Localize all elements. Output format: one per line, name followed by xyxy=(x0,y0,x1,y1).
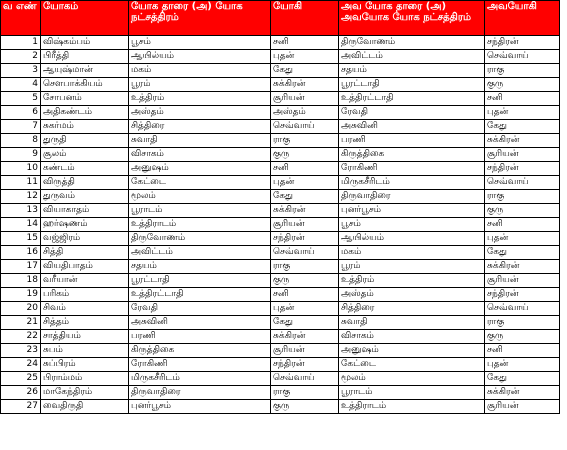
cell-serial-number[interactable]: 9 xyxy=(1,148,41,162)
cell-yoga-natchathiram[interactable]: மகம் xyxy=(129,64,271,78)
cell-serial-number[interactable]: 23 xyxy=(1,344,41,358)
cell-yogi[interactable]: ராகு xyxy=(271,134,339,148)
cell-yoga-natchathiram[interactable]: கிருத்திகை xyxy=(129,344,271,358)
cell-serial-number[interactable]: 22 xyxy=(1,330,41,344)
cell-yogi[interactable]: குரு xyxy=(271,274,339,288)
cell-yogam[interactable]: பரிகம் xyxy=(41,288,129,302)
cell-serial-number[interactable]: 14 xyxy=(1,218,41,232)
cell-yoga-natchathiram[interactable]: அவிட்டம் xyxy=(129,246,271,260)
table-row xyxy=(1,232,560,246)
cell-avayoga-natchathiram[interactable]: உத்திராடம் xyxy=(339,400,485,414)
cell-yoga-natchathiram[interactable]: சதயம் xyxy=(129,260,271,274)
cell-yoga-natchathiram[interactable]: பூரட்டாதி xyxy=(129,274,271,288)
table-row xyxy=(1,218,560,232)
cell-yoga-natchathiram[interactable]: உத்திராடம் xyxy=(129,218,271,232)
cell-avayogi[interactable]: சனி xyxy=(485,344,560,358)
header-yoga-natchathiram: யோக தாரை (அ) யோக நட்சத்திரம் xyxy=(129,1,271,36)
header-avayogi: அவயோகி xyxy=(485,1,560,36)
table-row xyxy=(1,400,560,414)
cell-serial-number[interactable]: 21 xyxy=(1,316,41,330)
cell-yoga-natchathiram[interactable]: ரோகிணி xyxy=(129,358,271,372)
table-row xyxy=(1,372,560,386)
cell-avayoga-natchathiram[interactable]: பூரட்டாதி xyxy=(339,78,485,92)
cell-yogam[interactable]: விருத்தி xyxy=(41,176,129,190)
cell-serial-number[interactable]: 26 xyxy=(1,386,41,400)
cell-avayoga-natchathiram[interactable]: கிருத்திகை xyxy=(339,148,485,162)
cell-avayoga-natchathiram[interactable]: சித்திரை xyxy=(339,302,485,316)
cell-avayogi[interactable]: சுக்கிரன் xyxy=(485,134,560,148)
cell-serial-number[interactable]: 16 xyxy=(1,246,41,260)
cell-avayoga-natchathiram[interactable]: திருவாதிரை xyxy=(339,190,485,204)
table-row xyxy=(1,260,560,274)
cell-yogi[interactable]: குரு xyxy=(271,148,339,162)
cell-avayogi[interactable]: சுக்கிரன் xyxy=(485,260,560,274)
cell-yogam[interactable]: மாகேந்திரம் xyxy=(41,386,129,400)
cell-serial-number[interactable]: 17 xyxy=(1,260,41,274)
cell-yoga-natchathiram[interactable]: மிருகசீரிடம் xyxy=(129,372,271,386)
cell-avayogi[interactable]: சனி xyxy=(485,92,560,106)
header-avayoga-natchathiram: அவ யோக தாரை (அ) அவயோக யோக நட்சத்திரம் xyxy=(339,1,485,36)
table-header-row xyxy=(1,1,560,36)
cell-yogi[interactable]: சூரியன் xyxy=(271,218,339,232)
cell-serial-number[interactable]: 4 xyxy=(1,78,41,92)
cell-serial-number[interactable]: 10 xyxy=(1,162,41,176)
cell-yogi[interactable]: சுக்கிரன் xyxy=(271,330,339,344)
cell-yogam[interactable]: சுகர்மம் xyxy=(41,120,129,134)
cell-yogam[interactable]: விஷ்கம்பம் xyxy=(41,36,129,50)
cell-yogam[interactable]: கண்டம் xyxy=(41,162,129,176)
cell-serial-number[interactable]: 25 xyxy=(1,372,41,386)
cell-yogi[interactable]: ராகு xyxy=(271,260,339,274)
cell-avayogi[interactable]: செவ்வாய் xyxy=(485,176,560,190)
cell-yoga-natchathiram[interactable]: பூரம் xyxy=(129,78,271,92)
table-row xyxy=(1,358,560,372)
cell-avayoga-natchathiram[interactable]: சுவாதி xyxy=(339,316,485,330)
cell-serial-number[interactable]: 27 xyxy=(1,400,41,414)
cell-serial-number[interactable]: 8 xyxy=(1,134,41,148)
cell-yogam[interactable]: ஹர்ஷணம் xyxy=(41,218,129,232)
cell-yogi[interactable]: செவ்வாய் xyxy=(271,372,339,386)
cell-avayoga-natchathiram[interactable]: பரணி xyxy=(339,134,485,148)
cell-avayogi[interactable]: புதன் xyxy=(485,106,560,120)
cell-yogam[interactable]: துருவம் xyxy=(41,190,129,204)
cell-yogam[interactable]: பிராம்மம் xyxy=(41,372,129,386)
cell-serial-number[interactable]: 20 xyxy=(1,302,41,316)
cell-serial-number[interactable]: 18 xyxy=(1,274,41,288)
cell-yogam[interactable]: வியாகாதம் xyxy=(41,204,129,218)
cell-avayoga-natchathiram[interactable]: மூலம் xyxy=(339,372,485,386)
cell-yogi[interactable]: அஸ்தம் xyxy=(271,106,339,120)
cell-yoga-natchathiram[interactable]: உத்திரட்டாதி xyxy=(129,288,271,302)
cell-avayogi[interactable]: கேது xyxy=(485,120,560,134)
cell-yogi[interactable]: சனி xyxy=(271,36,339,50)
cell-avayoga-natchathiram[interactable]: அசுவினி xyxy=(339,120,485,134)
cell-yogam[interactable]: ஆயுஷ்மான் xyxy=(41,64,129,78)
table-row xyxy=(1,302,560,316)
cell-avayogi[interactable]: ராகு xyxy=(485,316,560,330)
cell-avayoga-natchathiram[interactable]: மிருகசீரிடம் xyxy=(339,176,485,190)
cell-avayogi[interactable]: சனி xyxy=(485,218,560,232)
cell-avayoga-natchathiram[interactable]: பூசம் xyxy=(339,218,485,232)
table-row xyxy=(1,330,560,344)
table-row xyxy=(1,134,560,148)
cell-yoga-natchathiram[interactable]: புனர்பூசம் xyxy=(129,400,271,414)
table-row xyxy=(1,274,560,288)
cell-avayoga-natchathiram[interactable]: அனுஷம் xyxy=(339,344,485,358)
cell-yoga-natchathiram[interactable]: திருவோணம் xyxy=(129,232,271,246)
cell-serial-number[interactable]: 19 xyxy=(1,288,41,302)
cell-yogi[interactable]: சூரியன் xyxy=(271,344,339,358)
cell-yoga-natchathiram[interactable]: சுவாதி xyxy=(129,134,271,148)
cell-avayogi[interactable]: சூரியன் xyxy=(485,400,560,414)
cell-yogam[interactable]: சுப்பிரம் xyxy=(41,358,129,372)
cell-yoga-natchathiram[interactable]: பூசம் xyxy=(129,36,271,50)
cell-avayoga-natchathiram[interactable]: ஆயில்யம் xyxy=(339,232,485,246)
cell-yogam[interactable]: வியதிபாதம் xyxy=(41,260,129,274)
cell-avayoga-natchathiram[interactable]: பூரம் xyxy=(339,260,485,274)
cell-yogi[interactable]: கேது xyxy=(271,64,339,78)
table-row xyxy=(1,64,560,78)
table-row xyxy=(1,36,560,50)
cell-avayogi[interactable]: சந்திரன் xyxy=(485,36,560,50)
cell-yogam[interactable]: பிரீத்தி xyxy=(41,50,129,64)
cell-yogi[interactable]: செவ்வாய் xyxy=(271,120,339,134)
cell-yoga-natchathiram[interactable]: கேட்டை xyxy=(129,176,271,190)
cell-avayoga-natchathiram[interactable]: திருவோணம் xyxy=(339,36,485,50)
cell-yoga-natchathiram[interactable]: மூலம் xyxy=(129,190,271,204)
table-row xyxy=(1,50,560,64)
cell-yoga-natchathiram[interactable]: பூராடம் xyxy=(129,204,271,218)
cell-yogam[interactable]: வைதிருதி xyxy=(41,400,129,414)
cell-yoga-natchathiram[interactable]: அனுஷம் xyxy=(129,162,271,176)
cell-yoga-natchathiram[interactable]: விசாகம் xyxy=(129,148,271,162)
cell-yogi[interactable]: புதன் xyxy=(271,176,339,190)
cell-yogi[interactable]: சனி xyxy=(271,162,339,176)
header-serial-number: வ எண் xyxy=(1,1,41,36)
cell-avayogi[interactable]: ராகு xyxy=(485,64,560,78)
table-row xyxy=(1,106,560,120)
table-row xyxy=(1,190,560,204)
cell-avayoga-natchathiram[interactable]: ரோகிணி xyxy=(339,162,485,176)
cell-yogi[interactable]: ராகு xyxy=(271,386,339,400)
cell-serial-number[interactable]: 5 xyxy=(1,92,41,106)
cell-avayogi[interactable]: குரு xyxy=(485,330,560,344)
table-row xyxy=(1,92,560,106)
cell-serial-number[interactable]: 1 xyxy=(1,36,41,50)
cell-avayoga-natchathiram[interactable]: உத்திரட்டாதி xyxy=(339,92,485,106)
cell-avayoga-natchathiram[interactable]: பூராடம் xyxy=(339,386,485,400)
cell-yogam[interactable]: துருதி xyxy=(41,134,129,148)
cell-yogi[interactable]: சந்திரன் xyxy=(271,358,339,372)
table-row xyxy=(1,288,560,302)
cell-avayogi[interactable]: சூரியன் xyxy=(485,274,560,288)
cell-yogi[interactable]: குரு xyxy=(271,400,339,414)
cell-yogi[interactable]: சனி xyxy=(271,288,339,302)
cell-yoga-natchathiram[interactable]: சித்திரை xyxy=(129,120,271,134)
header-yogam: யோகம் xyxy=(41,1,129,36)
cell-avayogi[interactable]: கேது xyxy=(485,246,560,260)
cell-serial-number[interactable]: 13 xyxy=(1,204,41,218)
cell-yogam[interactable]: சிவம் xyxy=(41,302,129,316)
cell-avayogi[interactable]: புதன் xyxy=(485,232,560,246)
table-row xyxy=(1,78,560,92)
cell-yogi[interactable]: புதன் xyxy=(271,302,339,316)
cell-yoga-natchathiram[interactable]: திருவாதிரை xyxy=(129,386,271,400)
cell-avayoga-natchathiram[interactable]: கேட்டை xyxy=(339,358,485,372)
table-row xyxy=(1,162,560,176)
cell-avayogi[interactable]: செவ்வாய் xyxy=(485,302,560,316)
cell-avayogi[interactable]: குரு xyxy=(485,204,560,218)
cell-yogi[interactable]: சந்திரன் xyxy=(271,232,339,246)
cell-serial-number[interactable]: 12 xyxy=(1,190,41,204)
cell-avayogi[interactable]: குரு xyxy=(485,78,560,92)
header-yogi: யோகி xyxy=(271,1,339,36)
table-row xyxy=(1,204,560,218)
cell-yoga-natchathiram[interactable]: உத்திரம் xyxy=(129,92,271,106)
cell-serial-number[interactable]: 7 xyxy=(1,120,41,134)
cell-yoga-natchathiram[interactable]: ஆயில்யம் xyxy=(129,50,271,64)
table-row xyxy=(1,120,560,134)
cell-yogi[interactable]: கேது xyxy=(271,316,339,330)
cell-yogam[interactable]: சுபம் xyxy=(41,344,129,358)
cell-yogam[interactable]: வஜ்ஜிரம் xyxy=(41,232,129,246)
cell-yoga-natchathiram[interactable]: ரேவதி xyxy=(129,302,271,316)
cell-yogam[interactable]: சித்தி xyxy=(41,246,129,260)
cell-yoga-natchathiram[interactable]: அசுவினி xyxy=(129,316,271,330)
table-row xyxy=(1,386,560,400)
cell-serial-number[interactable]: 2 xyxy=(1,50,41,64)
cell-avayogi[interactable]: செவ்வாய் xyxy=(485,50,560,64)
cell-yogi[interactable]: கேது xyxy=(271,190,339,204)
cell-yoga-natchathiram[interactable]: பரணி xyxy=(129,330,271,344)
cell-avayogi[interactable]: ராகு xyxy=(485,190,560,204)
cell-avayoga-natchathiram[interactable]: மகம் xyxy=(339,246,485,260)
cell-avayoga-natchathiram[interactable]: புனர்பூசம் xyxy=(339,204,485,218)
table-row xyxy=(1,148,560,162)
cell-yogi[interactable]: செவ்வாய் xyxy=(271,246,339,260)
cell-serial-number[interactable]: 15 xyxy=(1,232,41,246)
cell-avayoga-natchathiram[interactable]: ரேவதி xyxy=(339,106,485,120)
cell-serial-number[interactable]: 3 xyxy=(1,64,41,78)
cell-yogi[interactable]: புதன் xyxy=(271,50,339,64)
cell-avayogi[interactable]: புதன் xyxy=(485,358,560,372)
cell-yogam[interactable]: சூலம் xyxy=(41,148,129,162)
cell-yogam[interactable]: வரீயான் xyxy=(41,274,129,288)
cell-yogam[interactable]: சித்தம் xyxy=(41,316,129,330)
cell-serial-number[interactable]: 6 xyxy=(1,106,41,120)
cell-avayogi[interactable]: கேது xyxy=(485,372,560,386)
cell-avayogi[interactable]: சூரியன் xyxy=(485,148,560,162)
cell-avayogi[interactable]: சந்திரன் xyxy=(485,288,560,302)
cell-serial-number[interactable]: 24 xyxy=(1,358,41,372)
table-row xyxy=(1,344,560,358)
cell-yogi[interactable]: சுக்கிரன் xyxy=(271,78,339,92)
table-row xyxy=(1,246,560,260)
cell-avayogi[interactable]: சுக்கிரன் xyxy=(485,386,560,400)
cell-avayoga-natchathiram[interactable]: விசாகம் xyxy=(339,330,485,344)
cell-yogi[interactable]: சுக்கிரன் xyxy=(271,204,339,218)
cell-yoga-natchathiram[interactable]: அஸ்தம் xyxy=(129,106,271,120)
cell-yogi[interactable]: சூரியன் xyxy=(271,92,339,106)
cell-avayoga-natchathiram[interactable]: அவிட்டம் xyxy=(339,50,485,64)
cell-yogam[interactable]: சோபனம் xyxy=(41,92,129,106)
cell-serial-number[interactable]: 11 xyxy=(1,176,41,190)
cell-avayogi[interactable]: சந்திரன் xyxy=(485,162,560,176)
cell-yogam[interactable]: சௌபாக்கியம் xyxy=(41,78,129,92)
table-row xyxy=(1,316,560,330)
cell-yogam[interactable]: சாத்தியம் xyxy=(41,330,129,344)
table-row xyxy=(1,176,560,190)
cell-yogam[interactable]: அதிகண்டம் xyxy=(41,106,129,120)
cell-avayoga-natchathiram[interactable]: உத்திரம் xyxy=(339,274,485,288)
cell-avayoga-natchathiram[interactable]: அஸ்தம் xyxy=(339,288,485,302)
cell-avayoga-natchathiram[interactable]: சதயம் xyxy=(339,64,485,78)
